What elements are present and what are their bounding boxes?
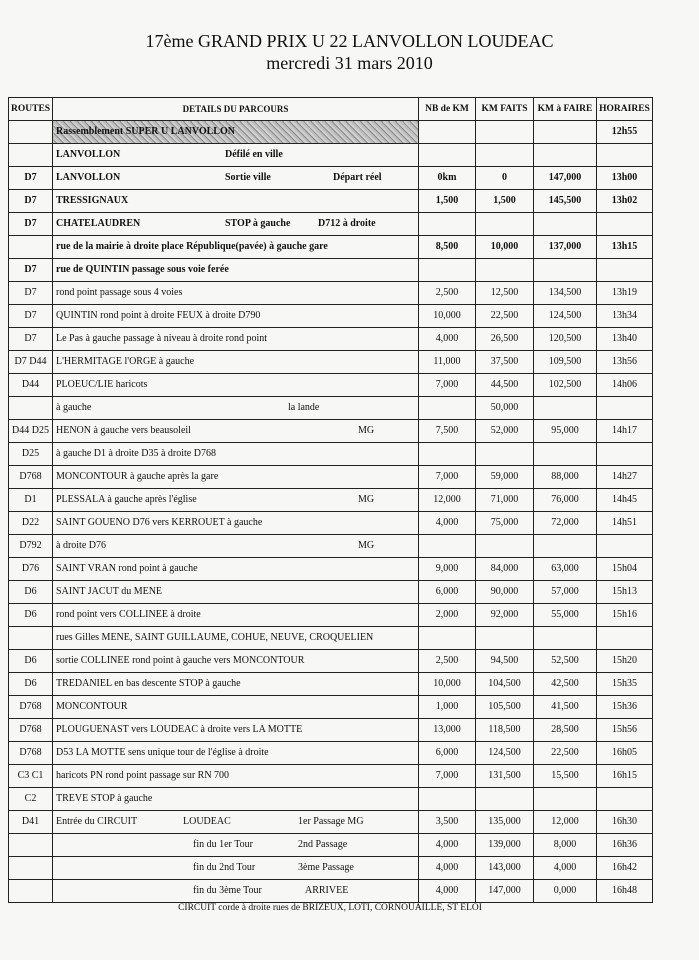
nb-km-cell: 0km <box>419 167 476 190</box>
nb-km-cell: 8,500 <box>419 236 476 259</box>
detail-mid-text: Sortie ville <box>225 172 271 183</box>
detail-cell <box>53 512 419 535</box>
table-header-row <box>9 98 653 121</box>
road-cell <box>9 834 53 857</box>
table-row <box>9 650 653 673</box>
road-cell: D6 <box>9 650 53 673</box>
km-a-faire-cell <box>534 788 597 811</box>
km-faits-cell <box>476 788 534 811</box>
detail-text: Rassemblement SUPER U LANVOLLON <box>56 126 235 137</box>
detail-right-text: MG <box>358 425 375 436</box>
km-a-faire-cell: 8,000 <box>534 834 597 857</box>
table-row <box>9 834 653 857</box>
table-row <box>9 765 653 788</box>
km-faits-cell: 92,000 <box>476 604 534 627</box>
table-row <box>9 581 653 604</box>
nb-km-cell: 12,000 <box>419 489 476 512</box>
road-cell: D7 <box>9 328 53 351</box>
km-a-faire-cell: 12,000 <box>534 811 597 834</box>
table-row <box>9 167 653 190</box>
road-cell <box>9 121 53 144</box>
detail-right-text: D712 à droite <box>318 218 376 229</box>
km-a-faire-cell: 124,500 <box>534 305 597 328</box>
detail-cell <box>53 167 419 190</box>
detail-cell <box>53 788 419 811</box>
horaire-cell: 13h40 <box>597 328 653 351</box>
nb-km-cell: 10,000 <box>419 305 476 328</box>
km-faits-cell: 37,500 <box>476 351 534 374</box>
horaire-cell: 15h36 <box>597 696 653 719</box>
nb-km-cell: 4,000 <box>419 512 476 535</box>
horaire-cell: 15h35 <box>597 673 653 696</box>
horaire-cell: 12h55 <box>597 121 653 144</box>
km-a-faire-cell: 55,000 <box>534 604 597 627</box>
table-row <box>9 604 653 627</box>
road-cell: D768 <box>9 742 53 765</box>
road-cell: D7 <box>9 282 53 305</box>
detail-cell <box>53 190 419 213</box>
nb-km-cell <box>419 144 476 167</box>
detail-cell <box>53 489 419 512</box>
nb-km-cell <box>419 535 476 558</box>
km-faits-cell: 94,500 <box>476 650 534 673</box>
km-faits-cell: 104,500 <box>476 673 534 696</box>
detail-cell <box>53 696 419 719</box>
nb-km-cell: 4,000 <box>419 328 476 351</box>
horaire-cell <box>597 443 653 466</box>
km-faits-cell: 10,000 <box>476 236 534 259</box>
detail-right-text: Départ réel <box>333 172 382 183</box>
nb-km-cell: 4,000 <box>419 880 476 903</box>
km-a-faire-cell: 52,500 <box>534 650 597 673</box>
table-row <box>9 466 653 489</box>
detail-mid-text: STOP à gauche <box>225 218 291 229</box>
detail-cell <box>53 144 419 167</box>
detail-text: à gauche <box>56 402 92 413</box>
road-cell: D7 <box>9 213 53 236</box>
detail-mid-text: fin du 1er Tour <box>193 839 253 850</box>
nb-km-cell: 7,000 <box>419 374 476 397</box>
detail-cell <box>53 282 419 305</box>
detail-cell <box>53 673 419 696</box>
road-cell: D768 <box>9 719 53 742</box>
km-a-faire-cell <box>534 144 597 167</box>
road-cell: C3 C1 <box>9 765 53 788</box>
horaire-cell: 14h17 <box>597 420 653 443</box>
km-a-faire-cell: 147,000 <box>534 167 597 190</box>
km-a-faire-cell: 28,500 <box>534 719 597 742</box>
detail-text: à droite D76 <box>56 540 106 551</box>
document-title: 17ème GRAND PRIX U 22 LANVOLLON LOUDEAC <box>145 31 554 51</box>
km-a-faire-cell: 102,500 <box>534 374 597 397</box>
road-cell: D25 <box>9 443 53 466</box>
nb-km-cell <box>419 259 476 282</box>
detail-mid-text: la lande <box>288 402 320 413</box>
table-row <box>9 696 653 719</box>
horaire-cell: 15h20 <box>597 650 653 673</box>
detail-right-text: 3ème Passage <box>298 862 354 873</box>
horaire-cell: 13h00 <box>597 167 653 190</box>
km-a-faire-cell: 57,000 <box>534 581 597 604</box>
road-cell: D1 <box>9 489 53 512</box>
km-a-faire-cell: 41,500 <box>534 696 597 719</box>
horaire-cell: 13h02 <box>597 190 653 213</box>
detail-text: SAINT VRAN rond point à gauche <box>56 563 198 574</box>
km-faits-cell: 90,000 <box>476 581 534 604</box>
horaire-cell: 15h56 <box>597 719 653 742</box>
detail-text: QUINTIN rond point à droite FEUX à droite D790 <box>56 310 261 321</box>
nb-km-cell: 1,500 <box>419 190 476 213</box>
document-date: mercredi 31 mars 2010 <box>266 53 433 73</box>
nb-km-cell <box>419 627 476 650</box>
nb-km-cell: 3,500 <box>419 811 476 834</box>
table-row <box>9 397 653 420</box>
km-faits-cell <box>476 213 534 236</box>
detail-cell <box>53 880 419 903</box>
detail-cell <box>53 351 419 374</box>
detail-cell <box>53 765 419 788</box>
detail-text: TREVE STOP à gauche <box>56 793 153 804</box>
detail-cell <box>53 535 419 558</box>
detail-right-text: 1er Passage MG <box>298 816 364 827</box>
nb-km-cell <box>419 443 476 466</box>
road-cell <box>9 880 53 903</box>
table-row <box>9 351 653 374</box>
road-cell: D7 <box>9 190 53 213</box>
nb-km-cell <box>419 121 476 144</box>
detail-mid-text: fin du 2nd Tour <box>193 862 256 873</box>
nb-km-cell: 13,000 <box>419 719 476 742</box>
nb-km-cell <box>419 788 476 811</box>
road-cell: D41 <box>9 811 53 834</box>
table-row <box>9 121 653 144</box>
horaire-cell <box>597 627 653 650</box>
km-a-faire-cell <box>534 443 597 466</box>
km-a-faire-cell <box>534 535 597 558</box>
km-a-faire-cell: 63,000 <box>534 558 597 581</box>
horaire-cell <box>597 259 653 282</box>
detail-cell <box>53 397 419 420</box>
horaire-cell: 16h48 <box>597 880 653 903</box>
header-km-a-faire: KM à FAIRE <box>534 98 597 121</box>
km-faits-cell: 71,000 <box>476 489 534 512</box>
road-cell: D792 <box>9 535 53 558</box>
detail-cell <box>53 650 419 673</box>
km-a-faire-cell <box>534 121 597 144</box>
detail-cell <box>53 121 419 144</box>
road-cell: D6 <box>9 604 53 627</box>
table-row <box>9 259 653 282</box>
horaire-cell: 16h15 <box>597 765 653 788</box>
km-faits-cell: 1,500 <box>476 190 534 213</box>
detail-cell <box>53 374 419 397</box>
detail-cell <box>53 328 419 351</box>
detail-cell <box>53 420 419 443</box>
horaire-cell <box>597 144 653 167</box>
km-faits-cell <box>476 121 534 144</box>
header-horaires: HORAIRES <box>597 98 653 121</box>
horaire-cell: 13h19 <box>597 282 653 305</box>
nb-km-cell: 4,000 <box>419 834 476 857</box>
table-row <box>9 857 653 880</box>
detail-text: MONCONTOUR à gauche après la gare <box>56 471 219 482</box>
km-faits-cell <box>476 535 534 558</box>
detail-cell <box>53 834 419 857</box>
table-row <box>9 328 653 351</box>
road-cell <box>9 857 53 880</box>
km-faits-cell: 52,000 <box>476 420 534 443</box>
detail-mid-text: LOUDEAC <box>183 816 231 827</box>
km-faits-cell: 26,500 <box>476 328 534 351</box>
table-row <box>9 627 653 650</box>
detail-text: CHATELAUDREN <box>56 218 141 229</box>
road-cell: D76 <box>9 558 53 581</box>
detail-text: rues Gilles MENE, SAINT GUILLAUME, COHUE, NEUVE, CROQUELIEN <box>56 632 374 643</box>
road-cell: D7 <box>9 259 53 282</box>
horaire-cell: 14h27 <box>597 466 653 489</box>
horaire-cell: 13h15 <box>597 236 653 259</box>
km-a-faire-cell <box>534 259 597 282</box>
horaire-cell: 15h16 <box>597 604 653 627</box>
table-row <box>9 742 653 765</box>
route-table <box>8 97 653 903</box>
km-faits-cell: 75,000 <box>476 512 534 535</box>
km-faits-cell: 135,000 <box>476 811 534 834</box>
km-a-faire-cell: 0,000 <box>534 880 597 903</box>
table-row <box>9 374 653 397</box>
detail-right-text: MG <box>358 540 375 551</box>
nb-km-cell <box>419 213 476 236</box>
detail-cell <box>53 236 419 259</box>
horaire-cell: 16h42 <box>597 857 653 880</box>
road-cell: D7 D44 <box>9 351 53 374</box>
detail-text: rue de la mairie à droite place République(pavée) à gauche gare <box>56 241 328 252</box>
km-faits-cell: 50,000 <box>476 397 534 420</box>
table-row <box>9 420 653 443</box>
km-a-faire-cell: 15,500 <box>534 765 597 788</box>
horaire-cell: 14h51 <box>597 512 653 535</box>
road-cell: D7 <box>9 305 53 328</box>
km-a-faire-cell <box>534 627 597 650</box>
detail-cell <box>53 259 419 282</box>
detail-cell <box>53 627 419 650</box>
km-a-faire-cell: 95,000 <box>534 420 597 443</box>
detail-cell <box>53 466 419 489</box>
detail-right-text: 2nd Passage <box>298 839 348 850</box>
table-row <box>9 512 653 535</box>
detail-text: TREDANIEL en bas descente STOP à gauche <box>56 678 241 689</box>
detail-text: haricots PN rond point passage sur RN 700 <box>56 770 230 781</box>
nb-km-cell: 1,000 <box>419 696 476 719</box>
detail-right-text: ARRIVEE <box>305 885 349 896</box>
table-row <box>9 282 653 305</box>
nb-km-cell <box>419 397 476 420</box>
road-cell: C2 <box>9 788 53 811</box>
km-faits-cell <box>476 627 534 650</box>
km-faits-cell: 0 <box>476 167 534 190</box>
nb-km-cell: 9,000 <box>419 558 476 581</box>
horaire-cell <box>597 397 653 420</box>
road-cell <box>9 627 53 650</box>
nb-km-cell: 4,000 <box>419 857 476 880</box>
table-row <box>9 443 653 466</box>
horaire-cell <box>597 788 653 811</box>
detail-text: SAINT GOUENO D76 vers KERROUET à gauche <box>56 517 263 528</box>
table-row <box>9 489 653 512</box>
road-cell: D768 <box>9 696 53 719</box>
km-a-faire-cell: 76,000 <box>534 489 597 512</box>
table-row <box>9 535 653 558</box>
km-faits-cell: 124,500 <box>476 742 534 765</box>
detail-text: LANVOLLON <box>56 149 121 160</box>
detail-cell <box>53 742 419 765</box>
detail-cell <box>53 558 419 581</box>
horaire-cell: 16h05 <box>597 742 653 765</box>
km-faits-cell <box>476 259 534 282</box>
km-a-faire-cell: 134,500 <box>534 282 597 305</box>
header-details: DETAILS DU PARCOURS <box>53 98 419 121</box>
header-nb-km: NB de KM <box>419 98 476 121</box>
table-row <box>9 213 653 236</box>
table-row <box>9 719 653 742</box>
table-row <box>9 673 653 696</box>
table-row <box>9 558 653 581</box>
detail-text: à gauche D1 à droite D35 à droite D768 <box>56 448 216 459</box>
header-km-faits: KM FAITS <box>476 98 534 121</box>
detail-text: rue de QUINTIN passage sous voie ferée <box>56 264 229 275</box>
nb-km-cell: 2,500 <box>419 282 476 305</box>
road-cell <box>9 236 53 259</box>
horaire-cell: 15h13 <box>597 581 653 604</box>
km-faits-cell: 131,500 <box>476 765 534 788</box>
nb-km-cell: 2,500 <box>419 650 476 673</box>
table-row <box>9 236 653 259</box>
km-a-faire-cell: 137,000 <box>534 236 597 259</box>
header-routes: ROUTES <box>9 98 53 121</box>
km-a-faire-cell: 88,000 <box>534 466 597 489</box>
km-faits-cell <box>476 144 534 167</box>
road-cell: D44 D25 <box>9 420 53 443</box>
detail-text: rond point passage sous 4 voies <box>56 287 183 298</box>
table-row <box>9 880 653 903</box>
detail-text: TRESSIGNAUX <box>56 195 129 206</box>
detail-text: rond point vers COLLINEE à droite <box>56 609 201 620</box>
horaire-cell <box>597 213 653 236</box>
km-a-faire-cell <box>534 213 597 236</box>
detail-text: HENON à gauche vers beausoleil <box>56 425 191 436</box>
circuit-note: CIRCUIT corde à droite rues de BRIZEUX, LOTI, CORNOUAILLE, ST ELOI <box>178 903 482 913</box>
horaire-cell: 14h06 <box>597 374 653 397</box>
horaire-cell: 14h45 <box>597 489 653 512</box>
detail-text: PLOUGUENAST vers LOUDEAC à droite vers LA MOTTE <box>56 724 303 735</box>
road-cell: D768 <box>9 466 53 489</box>
detail-text: SAINT JACUT du MENE <box>56 586 163 597</box>
km-a-faire-cell: 4,000 <box>534 857 597 880</box>
km-a-faire-cell <box>534 397 597 420</box>
road-cell <box>9 397 53 420</box>
km-faits-cell <box>476 443 534 466</box>
horaire-cell <box>597 535 653 558</box>
horaire-cell: 16h36 <box>597 834 653 857</box>
road-cell: D44 <box>9 374 53 397</box>
horaire-cell: 13h34 <box>597 305 653 328</box>
table-row <box>9 788 653 811</box>
detail-mid-text: fin du 3ème Tour <box>193 885 262 896</box>
detail-text: Le Pas à gauche passage à niveau à droite rond point <box>56 333 268 344</box>
road-cell <box>9 144 53 167</box>
nb-km-cell: 6,000 <box>419 581 476 604</box>
km-faits-cell: 44,500 <box>476 374 534 397</box>
detail-text: LANVOLLON <box>56 172 121 183</box>
nb-km-cell: 6,000 <box>419 742 476 765</box>
km-faits-cell: 22,500 <box>476 305 534 328</box>
km-faits-cell: 118,500 <box>476 719 534 742</box>
detail-text: sortie COLLINEE rond point à gauche vers MONCONTOUR <box>56 655 305 666</box>
km-faits-cell: 59,000 <box>476 466 534 489</box>
km-faits-cell: 12,500 <box>476 282 534 305</box>
km-a-faire-cell: 42,500 <box>534 673 597 696</box>
nb-km-cell: 11,000 <box>419 351 476 374</box>
detail-cell <box>53 581 419 604</box>
table-row <box>9 190 653 213</box>
km-a-faire-cell: 22,500 <box>534 742 597 765</box>
horaire-cell: 16h30 <box>597 811 653 834</box>
detail-cell <box>53 604 419 627</box>
detail-cell <box>53 857 419 880</box>
table-row <box>9 144 653 167</box>
road-cell: D6 <box>9 673 53 696</box>
detail-cell <box>53 213 419 236</box>
nb-km-cell: 7,500 <box>419 420 476 443</box>
km-faits-cell: 139,000 <box>476 834 534 857</box>
road-cell: D6 <box>9 581 53 604</box>
horaire-cell: 13h56 <box>597 351 653 374</box>
road-cell: D22 <box>9 512 53 535</box>
km-a-faire-cell: 145,500 <box>534 190 597 213</box>
km-faits-cell: 105,500 <box>476 696 534 719</box>
km-a-faire-cell: 109,500 <box>534 351 597 374</box>
detail-right-text: MG <box>358 494 375 505</box>
detail-text: D53 LA MOTTE sens unique tour de l'église à droite <box>56 747 269 758</box>
km-a-faire-cell: 72,000 <box>534 512 597 535</box>
detail-text: L'HERMITAGE l'ORGE à gauche <box>56 356 195 367</box>
table-row <box>9 305 653 328</box>
detail-text: PLESSALA à gauche après l'église <box>56 494 197 505</box>
nb-km-cell: 7,000 <box>419 466 476 489</box>
nb-km-cell: 10,000 <box>419 673 476 696</box>
road-cell: D7 <box>9 167 53 190</box>
nb-km-cell: 7,000 <box>419 765 476 788</box>
km-faits-cell: 147,000 <box>476 880 534 903</box>
detail-text: Entrée du CIRCUIT <box>56 816 138 827</box>
detail-cell <box>53 719 419 742</box>
detail-text: MONCONTOUR <box>56 701 128 712</box>
detail-cell <box>53 443 419 466</box>
nb-km-cell: 2,000 <box>419 604 476 627</box>
km-faits-cell: 84,000 <box>476 558 534 581</box>
km-faits-cell: 143,000 <box>476 857 534 880</box>
table-row <box>9 811 653 834</box>
horaire-cell: 15h04 <box>597 558 653 581</box>
detail-cell <box>53 811 419 834</box>
detail-cell <box>53 305 419 328</box>
km-a-faire-cell: 120,500 <box>534 328 597 351</box>
detail-text: PLOEUC/LIE haricots <box>56 379 148 390</box>
detail-mid-text: Défilé en ville <box>225 149 283 160</box>
